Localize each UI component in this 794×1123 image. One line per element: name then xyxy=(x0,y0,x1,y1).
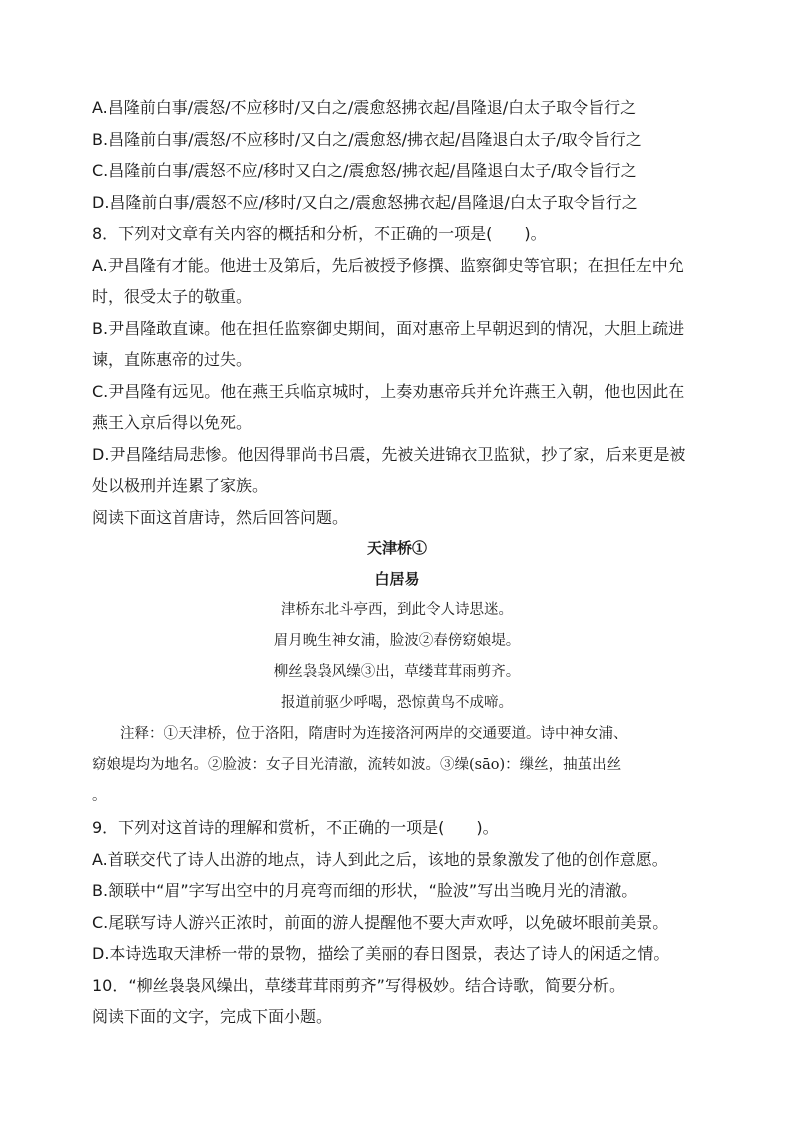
poem-line-3: 柳丝袅袅风缲③出，草缕茸茸雨剪齐。 xyxy=(273,664,521,680)
q9-stem: 9．下列对这首诗的理解和赏析，不正确的一项是( )。 xyxy=(92,818,499,837)
q8-option-d-line1: D.尹昌隆结局悲惨。他因得罪尚书吕震，先被关进锦衣卫监狱，抄了家，后来更是被 xyxy=(92,444,686,464)
q7-option-a: A.昌隆前白事/震怒/不应移时/又白之/震愈怒拂衣起/昌隆退/白太子取令旨行之 xyxy=(92,98,637,117)
q7-option-d: D.昌隆前白事/震怒不应/移时/又白之/震愈怒拂衣起/昌隆退/白太子取令旨行之 xyxy=(92,192,638,212)
q8-option-a-line2: 时，很受太子的敬重。 xyxy=(92,287,253,306)
poem-title: 天津桥① xyxy=(366,539,427,557)
q8-stem: 8．下列对文章有关内容的概括和分析，不正确的一项是( )。 xyxy=(92,224,547,243)
q8-option-a-line1: A.尹昌隆有才能。他进士及第后，先后被授予修撰、监察御史等官职；在担任左中允 xyxy=(92,255,684,275)
q7-option-c: C.昌隆前白事/震怒不应/移时又白之/震愈怒/拂衣起/昌隆退白太子/取令旨行之 xyxy=(92,161,637,180)
q8-option-c-line2: 燕王入京后得以免死。 xyxy=(92,413,253,432)
q8-option-d-line2: 处以极刑并连累了家族。 xyxy=(92,476,269,495)
next-section-intro: 阅读下面的文字，完成下面小题。 xyxy=(92,1007,333,1026)
q9-option-a: A.首联交代了诗人出游的地点，诗人到此之后，该地的景象激发了他的创作意愿。 xyxy=(92,849,668,869)
q8-option-b-line1: B.尹昌隆敢直谏。他在担任监察御史期间，面对惠帝上早朝迟到的情况，大胆上疏进 xyxy=(92,318,685,338)
poem-intro: 阅读下面这首唐诗，然后回答问题。 xyxy=(92,507,349,527)
q8-option-b-line2: 谏，直陈惠帝的过失。 xyxy=(92,350,253,369)
poem-line-4: 报道前驱少呼喝，恐惊黄鸟不成啼。 xyxy=(281,695,513,711)
q10-stem: 10．“柳丝袅袅风缲出，草缕茸茸雨剪齐”写得极妙。结合诗歌，简要分析。 xyxy=(92,975,625,995)
poem-line-1: 津桥东北斗亭西，到此令人诗思迷。 xyxy=(281,602,513,618)
q9-option-b: B.颔联中“眉”字写出空中的月亮弯而细的形状，“脸波”写出当晚月光的清澈。 xyxy=(92,881,638,900)
poem-note-line-3: 。 xyxy=(92,788,107,804)
q7-option-b: B.昌隆前白事/震怒/不应移时/又白之/震愈怒/拂衣起/昌隆退白太子/取令旨行之 xyxy=(92,129,642,149)
poem-author: 白居易 xyxy=(374,570,420,588)
q9-option-c: C.尾联写诗人游兴正浓时，前面的游人提醒他不要大声欢呼，以免破坏眼前美景。 xyxy=(92,912,669,932)
poem-note-line-1: 注释：①天津桥，位于洛阳，隋唐时为连接洛河两岸的交通要道。诗中神女浦、 xyxy=(120,726,628,742)
q8-option-c-line1: C.尹昌隆有远见。他在燕王兵临京城时，上奏劝惠帝兵并允许燕王入朝，他也因此在 xyxy=(92,381,685,401)
poem-note-line-2: 窈娘堤均为地名。②脸波：女子目光清澈，流转如波。③缲(sāo)：缫丝，抽茧出丝 xyxy=(92,757,622,773)
poem-line-2: 眉月晚生神女浦，脸波②春傍窈娘堤。 xyxy=(273,633,521,649)
q9-option-d: D.本诗选取天津桥一带的景物，描绘了美丽的春日图景，表达了诗人的闲适之情。 xyxy=(92,944,670,963)
document-content xyxy=(92,92,702,1033)
